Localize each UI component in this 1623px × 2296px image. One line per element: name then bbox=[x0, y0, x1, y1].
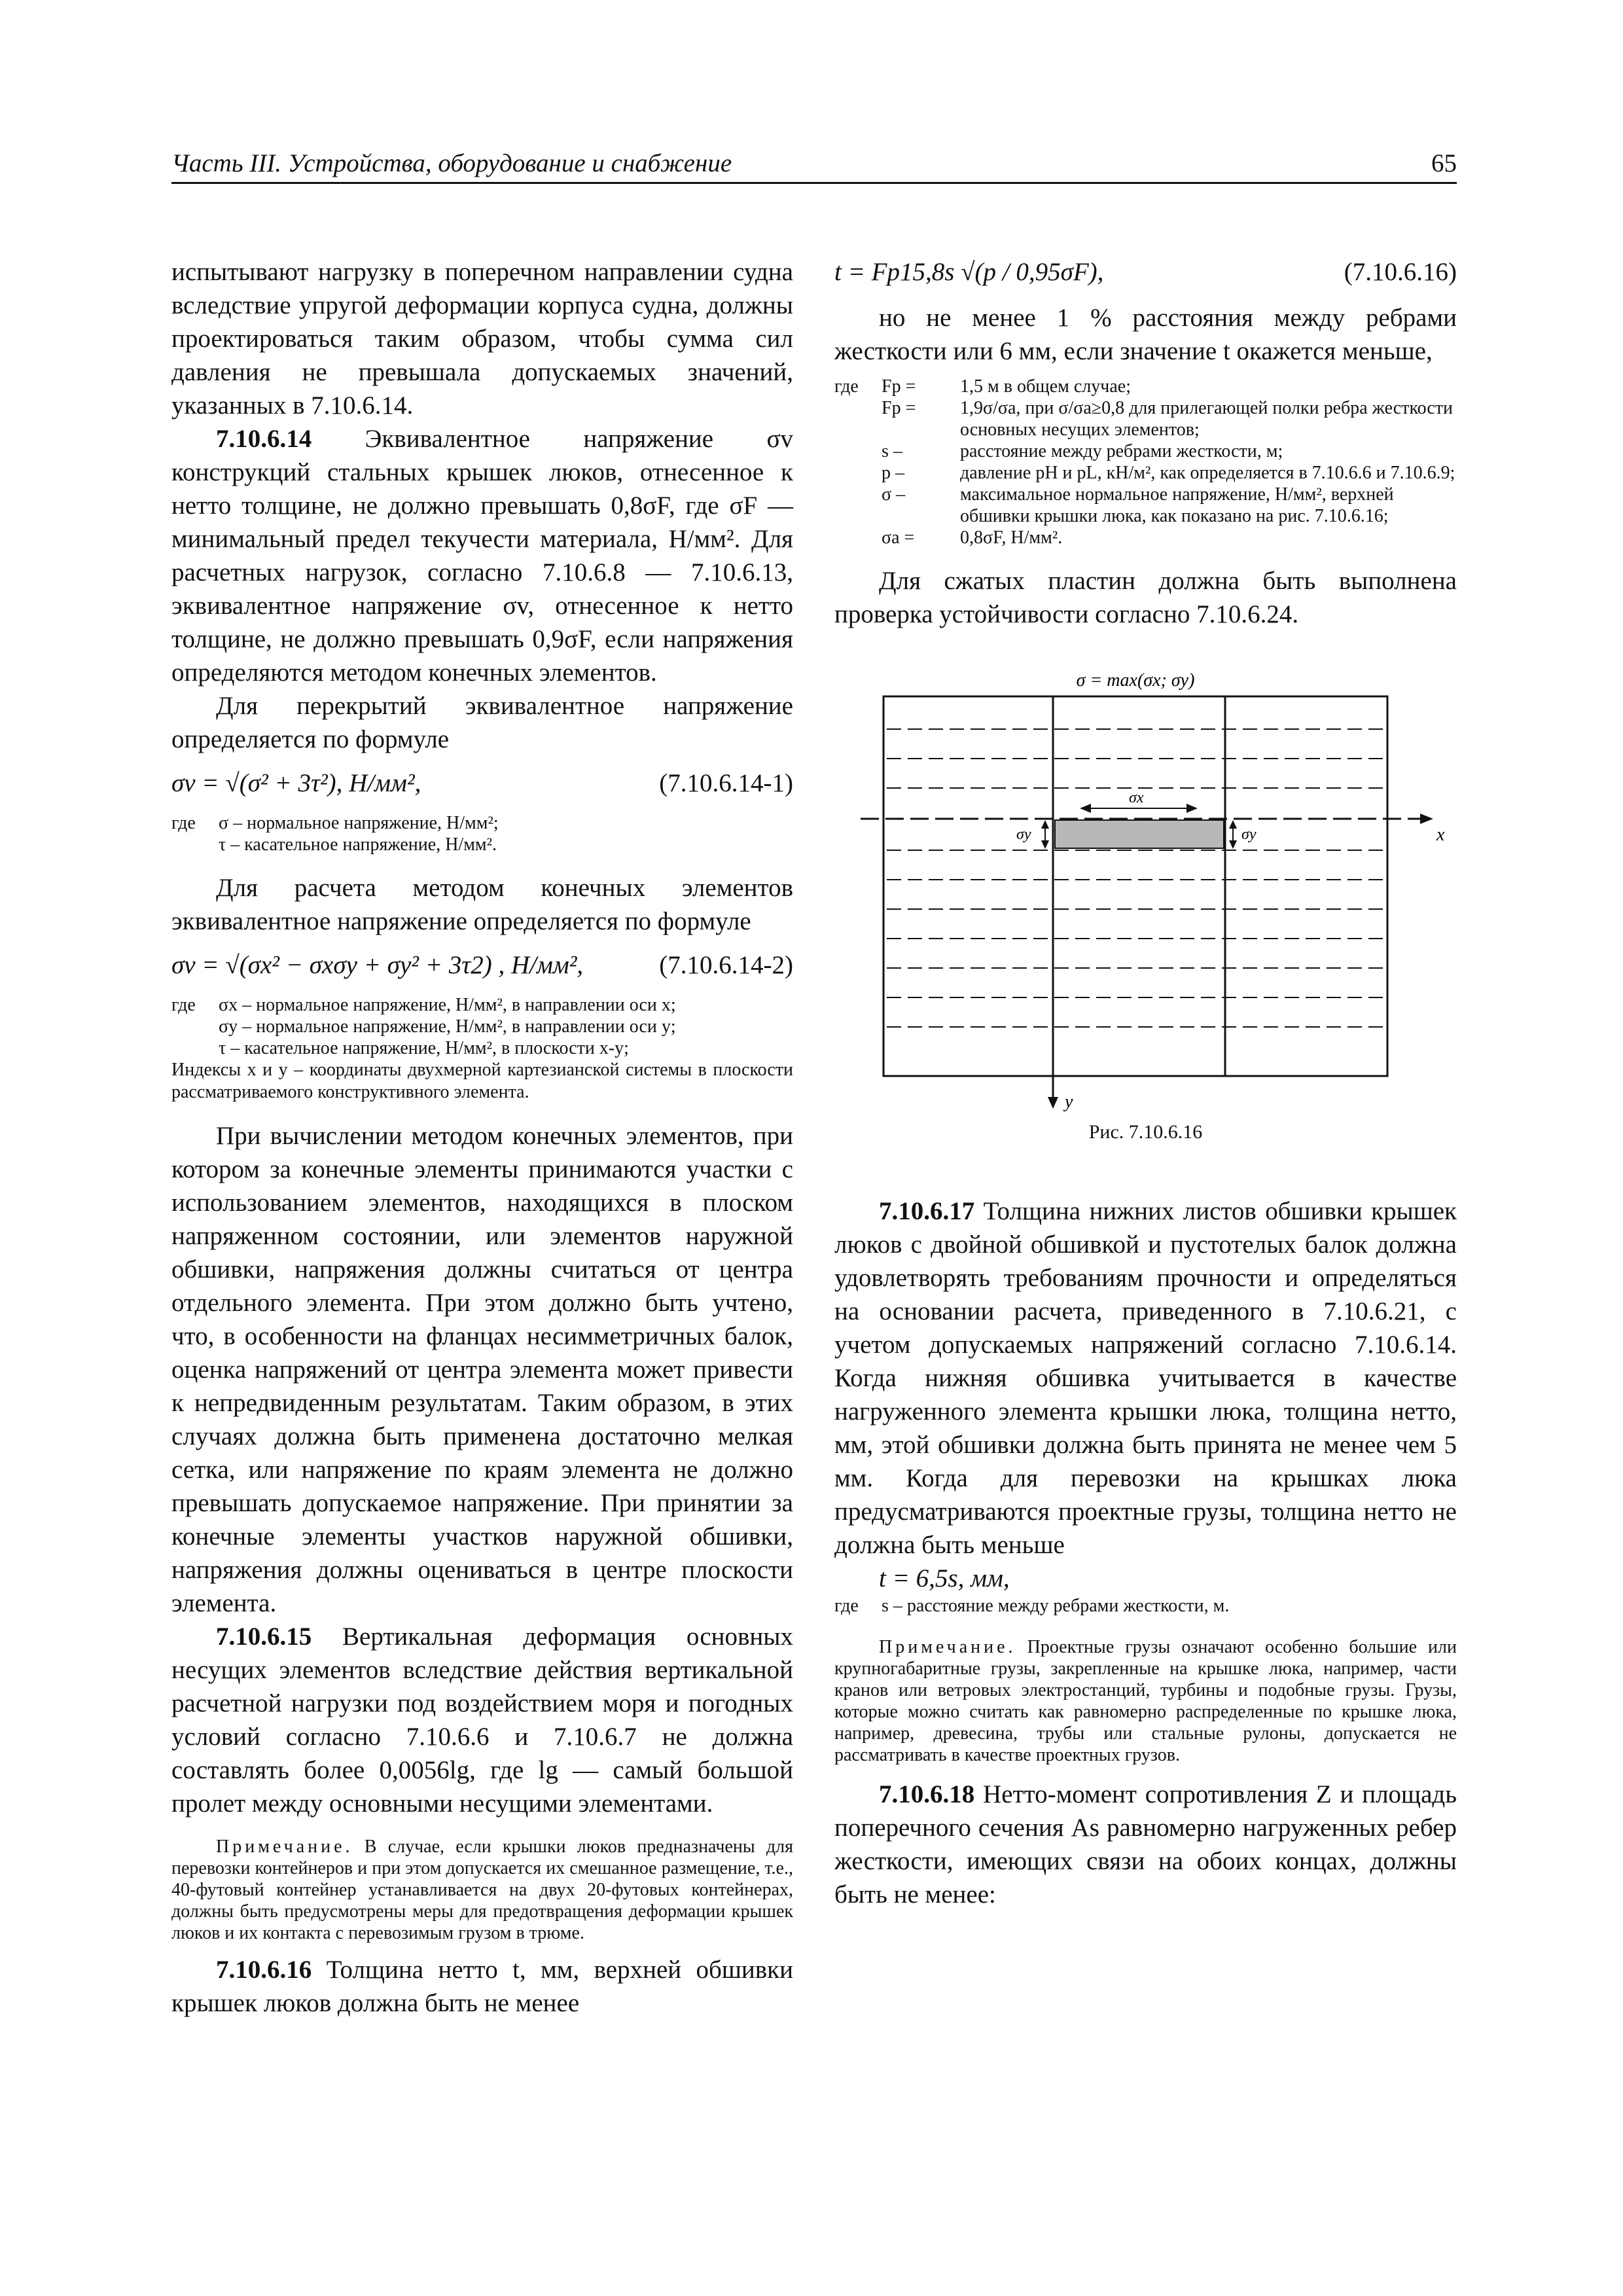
paragraph-min-thickness: но не менее 1 % расстояния между ребрами жесткости или 6 мм, если значение t окажется меньше, bbox=[834, 304, 1457, 365]
legend-item: 0,8σF, Н/мм². bbox=[960, 528, 1063, 548]
paragraph-continuation: испытывают нагрузку в поперечном направлении судна вследствие упругой деформации корпуса судна, должны проектироваться таким образом, чтобы сумма сил давления не превышала допускаемых значений, указанных в 7.10.6.14. bbox=[171, 258, 793, 420]
legend-where bbox=[834, 484, 882, 527]
legend-symbol: σ – bbox=[882, 484, 906, 505]
x-axis-label: x bbox=[1436, 825, 1445, 845]
legend-item: σ – нормальное напряжение, Н/мм²; bbox=[219, 813, 499, 833]
sigma-y-right-label: σy bbox=[1241, 826, 1257, 843]
formula-number: (7.10.6.16) bbox=[1344, 258, 1457, 286]
legend-item: 1,5 м в общем случае; bbox=[960, 376, 1132, 397]
legend-where: где bbox=[834, 376, 859, 397]
formula-7-10-6-14-2 bbox=[171, 943, 793, 989]
note-label: Примечание. bbox=[216, 1837, 353, 1857]
formula-number: (7.10.6.14-2) bbox=[659, 951, 793, 979]
figure-7-10-6-16 bbox=[834, 631, 1457, 1115]
note-text: В случае, если крышки люков предназначены для перевозки контейнеров и при этом допускается их смешанное размещение, т.е., 40-футовый контейнер устанавливается на двух 20-футовых контейнерах, должны быть предусмотрены меры для предотвращения деформации крышек люков и их контакта с перевозимым грузом в трюме. bbox=[171, 1837, 794, 1943]
legend-item: s – расстояние между ребрами жесткости, м. bbox=[882, 1596, 1230, 1616]
section-number: 7.10.6.15 bbox=[216, 1623, 312, 1651]
y-axis-arrow bbox=[1048, 1097, 1058, 1109]
section-text: Вертикальная деформация основных несущих элементов вследствие действия вертикальной расчетной нагрузки под воздействием моря и погодных условий согласно 7.10.6.6 и 7.10.6.7 не должна составлять более 0,0056lg, где lg — самый большой пролет между основными несущими элементами. bbox=[171, 1623, 793, 1818]
sigma-x-label: σx bbox=[1129, 789, 1144, 806]
grid-dashed-lines bbox=[887, 729, 1385, 1027]
x-axis-arrow bbox=[1420, 814, 1433, 824]
plate-outline bbox=[883, 696, 1387, 1076]
figure-caption: Рис. 7.10.6.16 bbox=[1088, 1121, 1203, 1143]
sigma-y-right-arrowhead-down bbox=[1229, 840, 1237, 849]
formula-7-10-6-14-1 bbox=[171, 761, 793, 807]
formula-expression: σv = √(σx² − σxσy + σy² + 3τ2) , Н/мм², bbox=[171, 951, 584, 979]
section-7-10-6-17 bbox=[834, 1194, 1457, 1562]
legend-where bbox=[171, 834, 219, 855]
page-number: 65 bbox=[1431, 149, 1457, 177]
sigma-y-left-arrowhead-down bbox=[1041, 840, 1049, 849]
section-text: Толщина нетто t, мм, верхней обшивки крышек люков должна быть не менее bbox=[171, 1956, 793, 2017]
legend-item: расстояние между ребрами жесткости, м; bbox=[960, 441, 1283, 461]
formula-legend-1 bbox=[171, 812, 793, 855]
note-label: Примечание. bbox=[879, 1637, 1016, 1657]
shaded-element bbox=[1055, 820, 1224, 848]
section-number: 7.10.6.14 bbox=[216, 425, 312, 453]
note-design-loads bbox=[834, 1636, 1457, 1766]
section-7-10-6-14 bbox=[171, 422, 793, 689]
left-column bbox=[171, 255, 793, 2020]
note-text: Проектные грузы означают особенно большие или крупногабаритные грузы, закрепленные на крышке люка, например, части кранов или ветровых электростанций, турбины и подобные грузы. Грузы, которые можно считать как равномерно распределенные по крышке люка, например, древесина, трубы или стальные рулоны, допускается не рассматривать в качестве проектных грузов. bbox=[834, 1637, 1457, 1765]
figure-title: σ = max(σx; σy) bbox=[1076, 670, 1195, 691]
section-text: Нетто-момент сопротивления Z и площадь поперечного сечения As равномерно нагруженных ребер жесткости, имеющих связи на обоих концах, должны быть не менее: bbox=[834, 1780, 1457, 1909]
legend-where bbox=[834, 440, 882, 462]
index-note: Индексы x и y – координаты двухмерной картезианской системы в плоскости рассматриваемого конструктивного элемента. bbox=[171, 1060, 793, 1102]
section-number: 7.10.6.18 bbox=[879, 1780, 975, 1808]
section-7-10-6-16 bbox=[171, 1953, 793, 2020]
header-title: Часть III. Устройства, оборудование и снабжение bbox=[171, 149, 732, 177]
section-number: 7.10.6.17 bbox=[879, 1197, 975, 1225]
legend-where bbox=[834, 397, 882, 440]
legend-item: τ – касательное напряжение, Н/мм². bbox=[219, 834, 497, 855]
legend-item: максимальное нормальное напряжение, Н/мм², верхней обшивки крышки люка, как показано на рис. 7.10.6.16; bbox=[960, 484, 1394, 526]
legend-symbol: Fp = bbox=[882, 398, 916, 418]
stress-diagram bbox=[834, 631, 1457, 1115]
section-number: 7.10.6.16 bbox=[216, 1956, 312, 1984]
section-7-10-6-15 bbox=[171, 1620, 793, 1820]
legend-symbol: p – bbox=[882, 463, 904, 483]
formula-expression: σv = √(σ² + 3τ²), Н/мм², bbox=[171, 769, 421, 797]
legend-symbol: s – bbox=[882, 441, 902, 461]
paragraph-overlap: Для перекрытий эквивалентное напряжение определяется по формуле bbox=[171, 692, 793, 753]
legend-item: 1,9σ/σa, при σ/σa≥0,8 для прилегающей полки ребра жесткости основных несущих элементов; bbox=[960, 398, 1453, 440]
page-header bbox=[171, 143, 1457, 184]
sigma-y-left-label: σy bbox=[1016, 826, 1031, 843]
formula-min-thickness: t = 6,5s, мм, bbox=[879, 1564, 1010, 1592]
legend-symbol: σa = bbox=[882, 528, 915, 548]
y-axis-label: y bbox=[1065, 1092, 1073, 1112]
legend-where bbox=[834, 462, 882, 484]
section-7-10-6-18 bbox=[834, 1778, 1457, 1911]
legend-where: где bbox=[171, 813, 196, 833]
legend-where bbox=[171, 1016, 219, 1037]
formula-expression: t = Fp15,8s √(p / 0,95σF), bbox=[834, 258, 1104, 286]
section-text: Толщина нижних листов обшивки крышек люков с двойной обшивкой и пустотелых балок должна удовлетворять требованиям прочности и определяться на основании расчета, приведенного в 7.10.6.21, с учетом допускаемых напряжений согласно 7.10.6.14. Когда нижняя обшивка учитывается в качестве нагруженного элемента крышки люка, толщина нетто, мм, этой обшивки должна быть принята не менее чем 5 мм. Когда для перевозки на крышках люка предусматриваются проектные грузы, толщина нетто не должна быть меньше bbox=[834, 1197, 1457, 1559]
formula-7-10-6-16 bbox=[834, 250, 1457, 296]
sigma-x-arrowhead-right bbox=[1186, 804, 1198, 813]
sigma-x-arrowhead-left bbox=[1080, 804, 1091, 813]
note-containers bbox=[171, 1836, 793, 1944]
sigma-y-left-arrowhead-up bbox=[1041, 820, 1049, 829]
legend-where bbox=[834, 527, 882, 548]
legend-symbol: Fp = bbox=[882, 376, 916, 397]
paragraph-calc: При вычислении методом конечных элементов, при котором за конечные элементы принимаются участки с использованием элементов, находящихся в плоском напряженном состоянии, или элементов наружной обшивки, напряжения должны считаться от центра отдельного элемента. При этом должно быть учтено, что, в особенности на фланцах несимметричных балок, оценка напряжений от центра элемента может привести к непредвиденным результатам. Таким образом, в этих случаях должна быть применена достаточно мелкая сетка, или напряжение по краям элемента не должно превышать допускаемое напряжение. При принятии за конечные элементы участков наружной обшивки, напряжения должны оцениваться в центре плоскости элемента. bbox=[171, 1122, 793, 1617]
legend-item: σy – нормальное напряжение, Н/мм², в направлении оси y; bbox=[219, 1016, 676, 1037]
legend-where bbox=[171, 1037, 219, 1059]
legend-where: где bbox=[834, 1596, 859, 1616]
formula-legend-4 bbox=[834, 1595, 1457, 1617]
right-column bbox=[834, 255, 1457, 1911]
formula-legend-2 bbox=[171, 994, 793, 1059]
sigma-y-right-arrowhead-up bbox=[1229, 820, 1237, 829]
legend-item: σx – нормальное напряжение, Н/мм², в направлении оси x; bbox=[219, 995, 676, 1015]
paragraph-compressed-plates: Для сжатых пластин должна быть выполнена проверка устойчивости согласно 7.10.6.24. bbox=[834, 567, 1457, 628]
section-text: Эквивалентное напряжение σv конструкций стальных крышек люков, отнесенное к нетто толщине, не должно превышать 0,8σF, где σF — минимальный предел текучести материала, Н/мм². Для расчетных нагрузок, согласно 7.10.6.8 — 7.10.6.13, эквивалентное напряжение σv, отнесенное к нетто толщине, не должно превышать 0,9σF, если напряжения определяются методом конечных элементов. bbox=[171, 425, 793, 687]
legend-where: где bbox=[171, 995, 196, 1015]
formula-number: (7.10.6.14-1) bbox=[659, 769, 793, 797]
legend-item: давление pH и pL, кН/м², как определяется в 7.10.6.6 и 7.10.6.9; bbox=[960, 463, 1455, 483]
paragraph-fem: Для расчета методом конечных элементов эквивалентное напряжение определяется по формуле bbox=[171, 874, 793, 935]
legend-item: τ – касательное напряжение, Н/мм², в плоскости x-y; bbox=[219, 1038, 629, 1058]
formula-legend-3 bbox=[834, 376, 1457, 548]
